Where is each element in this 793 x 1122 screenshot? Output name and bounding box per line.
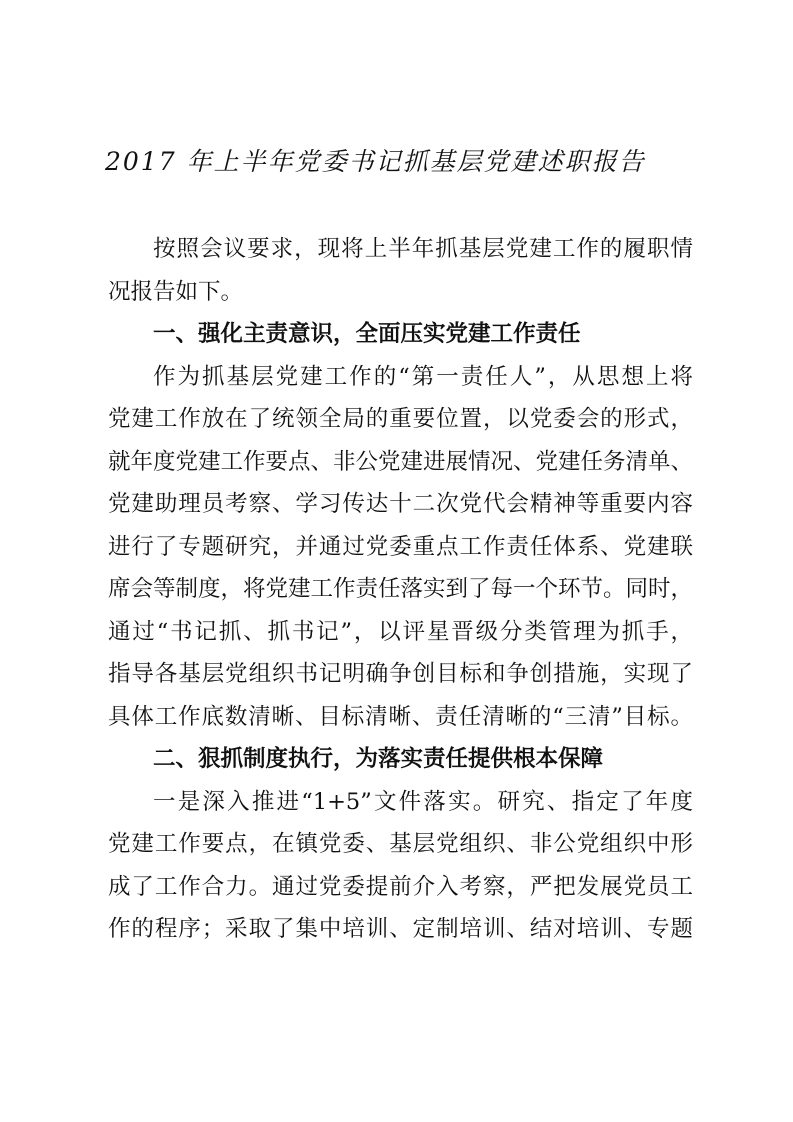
paragraph-line: 况报告如下。	[108, 278, 244, 305]
paragraph-line: 进行了专题研究，并通过党委重点工作责任体系、党建联	[108, 533, 693, 560]
section-heading-2: 二、狠抓制度执行，为落实责任提供根本保障	[153, 746, 604, 772]
paragraph-line: 按照会议要求，现将上半年抓基层党建工作的履职情	[153, 236, 693, 262]
paragraph-line: 党建助理员考察、学习传达十二次党代会精神等重要内容	[108, 491, 693, 517]
paragraph-line: 指导各基层党组织书记明确争创目标和争创措施，实现了	[108, 661, 693, 687]
section-heading-1: 一、强化主责意识，全面压实党建工作责任	[153, 321, 581, 347]
document-body	[108, 228, 693, 951]
paragraph-line: 成了工作合力。通过党委提前介入考察，严把发展党员工	[108, 873, 693, 900]
paragraph-line: 党建工作要点，在镇党委、基层党组织、非公党组织中形	[108, 831, 693, 857]
paragraph-line: 通过“书记抓、抓书记”，以评星晋级分类管理为抓手，	[108, 618, 693, 645]
paragraph-line: 具体工作底数清晰、目标清晰、责任清晰的“三清”目标。	[108, 703, 693, 730]
paragraph-line: 作的程序；采取了集中培训、定制培训、结对培训、专题	[108, 916, 693, 942]
paragraph-line: 就年度党建工作要点、非公党建进展情况、党建任务清单、	[108, 448, 694, 475]
paragraph-line: 席会等制度，将党建工作责任落实到了每一个环节。同时，	[108, 576, 694, 602]
paragraph-line: 一是深入推进“1+5”文件落实。研究、指定了年度	[153, 788, 693, 815]
paragraph-line: 作为抓基层党建工作的“第一责任人”，从思想上将	[153, 363, 693, 390]
document-title: 2017 年上半年党委书记抓基层党建述职报告	[105, 147, 646, 176]
paragraph-line: 党建工作放在了统领全局的重要位置，以党委会的形式，	[108, 406, 693, 432]
